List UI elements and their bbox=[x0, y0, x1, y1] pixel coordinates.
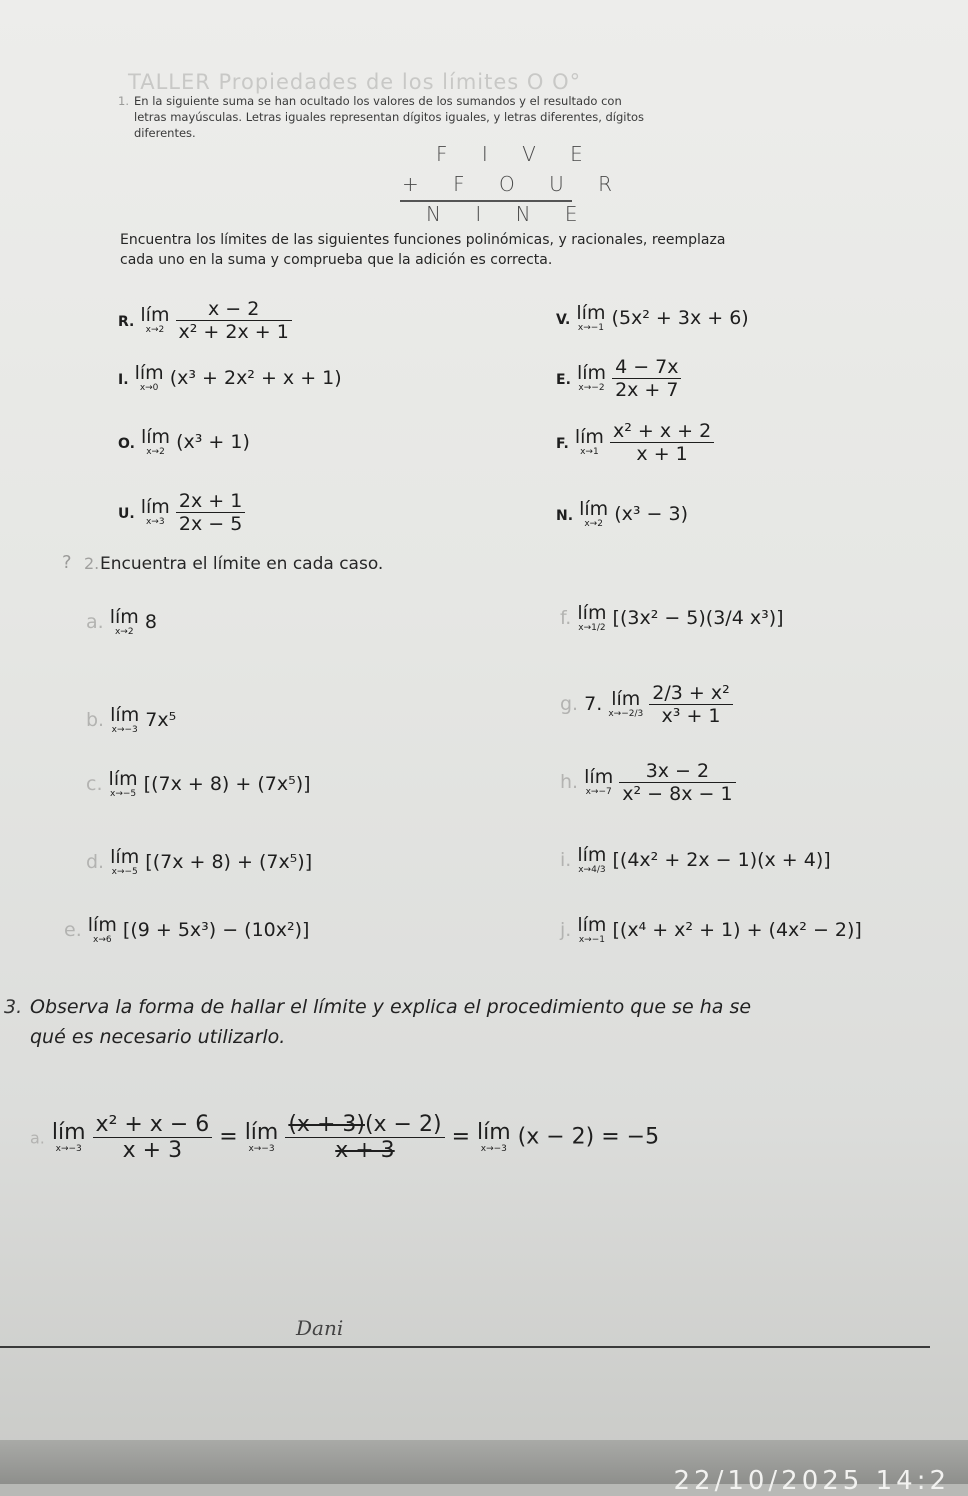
limit-operator: lím x→−2 bbox=[576, 362, 607, 393]
fraction: $\frac{\text{x² + x + 2}}{x + 1}$ bbox=[610, 420, 714, 465]
limit-operator: lím x→2 bbox=[579, 498, 609, 529]
item-V: V. lím x→−1 (5x² + 3x + 6) bbox=[556, 302, 749, 333]
item-2c: c. lím x→−5 [(7x + 8) + (7x⁵)] bbox=[86, 768, 311, 799]
worked-example: a. lím x→−3 $\frac{\text{x² + x − 6}}{x + 3}$ = lím x→−3 $\frac{(x + 3)(x - 2)}{x + 3}$ = lím x→−3 (x − 2) = −5 bbox=[30, 1112, 660, 1163]
item-N: N. lím x→2 (x³ − 3) bbox=[556, 498, 688, 529]
worksheet-title: TALLER Propiedades de los límites O O° bbox=[128, 70, 582, 94]
signature: Dani bbox=[296, 1316, 344, 1340]
limit-operator: lím x→−3 bbox=[110, 704, 140, 735]
expression: (x³ − 3) bbox=[614, 503, 688, 525]
limit-operator: lím x→1 bbox=[574, 426, 604, 457]
item-2g: g. 7. lím x→−2/3 $\frac{\text{2/3 + x²}}{\text{x³ + 1}}$ bbox=[560, 682, 733, 727]
factored-fraction: $\frac{(x + 3)(x - 2)}{x + 3}$ bbox=[285, 1112, 444, 1163]
problem-1-text-line3: diferentes. bbox=[134, 126, 196, 140]
expression: [(3x² − 5)(3/4 x³)] bbox=[612, 607, 784, 629]
item-2b: b. lím x→−3 7x⁵ bbox=[86, 704, 177, 735]
item-E: E. lím x→−2 $\frac{4 - 7x}{2x + 7}$ bbox=[556, 356, 681, 401]
expression: [(4x² + 2x − 1)(x + 4)] bbox=[612, 849, 831, 871]
limit-operator: lím x→2 bbox=[109, 606, 139, 637]
equals-sign: = bbox=[219, 1124, 238, 1150]
photo-timestamp: 22/10/2025 14:2 bbox=[673, 1466, 950, 1496]
sum-row-nine: N I N E bbox=[426, 202, 592, 226]
fraction: $\frac{\text{2/3 + x²}}{\text{x³ + 1}}$ bbox=[649, 682, 732, 727]
fraction: $\frac{\text{x² + x − 6}}{x + 3}$ bbox=[93, 1112, 213, 1163]
item-F: F. lím x→1 $\frac{\text{x² + x + 2}}{x + 1}$ bbox=[556, 420, 714, 465]
prefix-number: 7. bbox=[584, 693, 603, 715]
limit-operator: lím x→−3 bbox=[51, 1119, 86, 1154]
item-2h: h. lím x→−7 $\frac{3x - 2}{\text{x² − 8x − 1}}$ bbox=[560, 760, 736, 805]
limit-operator: lím x→−5 bbox=[110, 846, 140, 877]
item-2a: a. lím x→2 8 bbox=[86, 606, 157, 637]
item-2f: f. lím x→1/2 [(3x² − 5)(3/4 x³)] bbox=[560, 602, 784, 633]
expression: (5x² + 3x + 6) bbox=[611, 307, 749, 329]
item-I: I. lím x→0 (x³ + 2x² + x + 1) bbox=[118, 362, 342, 393]
problem-1-instruction-line1: Encuentra los límites de las siguientes funciones polinómicas, y racionales, reemplaza bbox=[120, 232, 726, 248]
problem-3-text-line2: qué es necesario utilizarlo. bbox=[30, 1026, 286, 1048]
expression: 7x⁵ bbox=[145, 709, 177, 731]
fraction: $\frac{3x - 2}{\text{x² − 8x − 1}}$ bbox=[619, 760, 735, 805]
question-mark-note: ? bbox=[62, 552, 72, 573]
item-U: U. lím x→3 $\frac{2x + 1}{2x - 5}$ bbox=[118, 490, 245, 535]
item-2j: j. lím x→−1 [(x⁴ + x² + 1) + (4x² − 2)] bbox=[560, 914, 862, 945]
limit-operator: lím x→−7 bbox=[584, 766, 614, 797]
limit-operator: lím x→−3 bbox=[477, 1119, 511, 1154]
problem-1-text-line1: En la siguiente suma se han ocultado los valores de los sumandos y el resultado con bbox=[134, 94, 622, 108]
expression: (x³ + 1) bbox=[176, 431, 250, 453]
problem-1-number: 1. bbox=[118, 94, 129, 108]
limit-operator: lím x→2 bbox=[140, 304, 170, 335]
limit-operator: lím x→−5 bbox=[108, 768, 138, 799]
fraction: $\frac{2x + 1}{2x - 5}$ bbox=[176, 490, 245, 535]
fraction: $\frac{4 - 7x}{2x + 7}$ bbox=[612, 356, 681, 401]
answer-line bbox=[0, 1346, 930, 1348]
problem-3-number: 3. bbox=[4, 996, 23, 1018]
sum-row-five: F I V E bbox=[436, 142, 597, 166]
expression: (x³ + 2x² + x + 1) bbox=[169, 367, 342, 389]
problem-2-title: Encuentra el límite en cada caso. bbox=[100, 554, 384, 574]
expression: 8 bbox=[144, 611, 157, 633]
item-2i: i. lím x→4/3 [(4x² + 2x − 1)(x + 4)] bbox=[560, 844, 831, 875]
item-R: R. lím x→2 $\frac{x - 2}{\text{x² + 2x + 1}}$ bbox=[118, 298, 292, 343]
expression: [(7x + 8) + (7x⁵)] bbox=[145, 851, 313, 873]
fraction: $\frac{x - 2}{\text{x² + 2x + 1}}$ bbox=[176, 298, 292, 343]
limit-operator: lím x→2 bbox=[140, 426, 171, 457]
limit-operator: lím x→−2/3 bbox=[608, 688, 644, 719]
problem-1-text-line2: letras mayúsculas. Letras iguales representan dígitos iguales, y letras diferentes, dígitos bbox=[134, 110, 645, 124]
limit-operator: lím x→3 bbox=[140, 496, 170, 527]
limit-operator: lím x→1/2 bbox=[577, 602, 607, 633]
limit-operator: lím x→−1 bbox=[577, 914, 607, 945]
result-expression: (x − 2) = −5 bbox=[517, 1124, 660, 1150]
limit-operator: lím x→−1 bbox=[576, 302, 606, 333]
expression: [(x⁴ + x² + 1) + (4x² − 2)] bbox=[612, 919, 862, 941]
limit-operator: lím x→−3 bbox=[244, 1119, 279, 1154]
problem-3-text-line1: Observa la forma de hallar el límite y explica el procedimiento que se ha se bbox=[30, 996, 752, 1018]
expression: [(9 + 5x³) − (10x²)] bbox=[122, 919, 310, 941]
limit-operator: lím x→0 bbox=[134, 362, 164, 393]
limit-operator: lím x→6 bbox=[87, 914, 117, 945]
expression: [(7x + 8) + (7x⁵)] bbox=[143, 773, 311, 795]
problem-2-number: 2. bbox=[84, 554, 100, 573]
problem-1-instruction-line2: cada uno en la suma y comprueba que la adición es correcta. bbox=[120, 252, 553, 268]
sum-row-four: + F O U R bbox=[402, 172, 626, 196]
item-2e: e. lím x→6 [(9 + 5x³) − (10x²)] bbox=[64, 914, 310, 945]
equals-sign: = bbox=[451, 1124, 470, 1150]
item-O: O. lím x→2 (x³ + 1) bbox=[118, 426, 250, 457]
item-2d: d. lím x→−5 [(7x + 8) + (7x⁵)] bbox=[86, 846, 313, 877]
limit-operator: lím x→4/3 bbox=[577, 844, 607, 875]
